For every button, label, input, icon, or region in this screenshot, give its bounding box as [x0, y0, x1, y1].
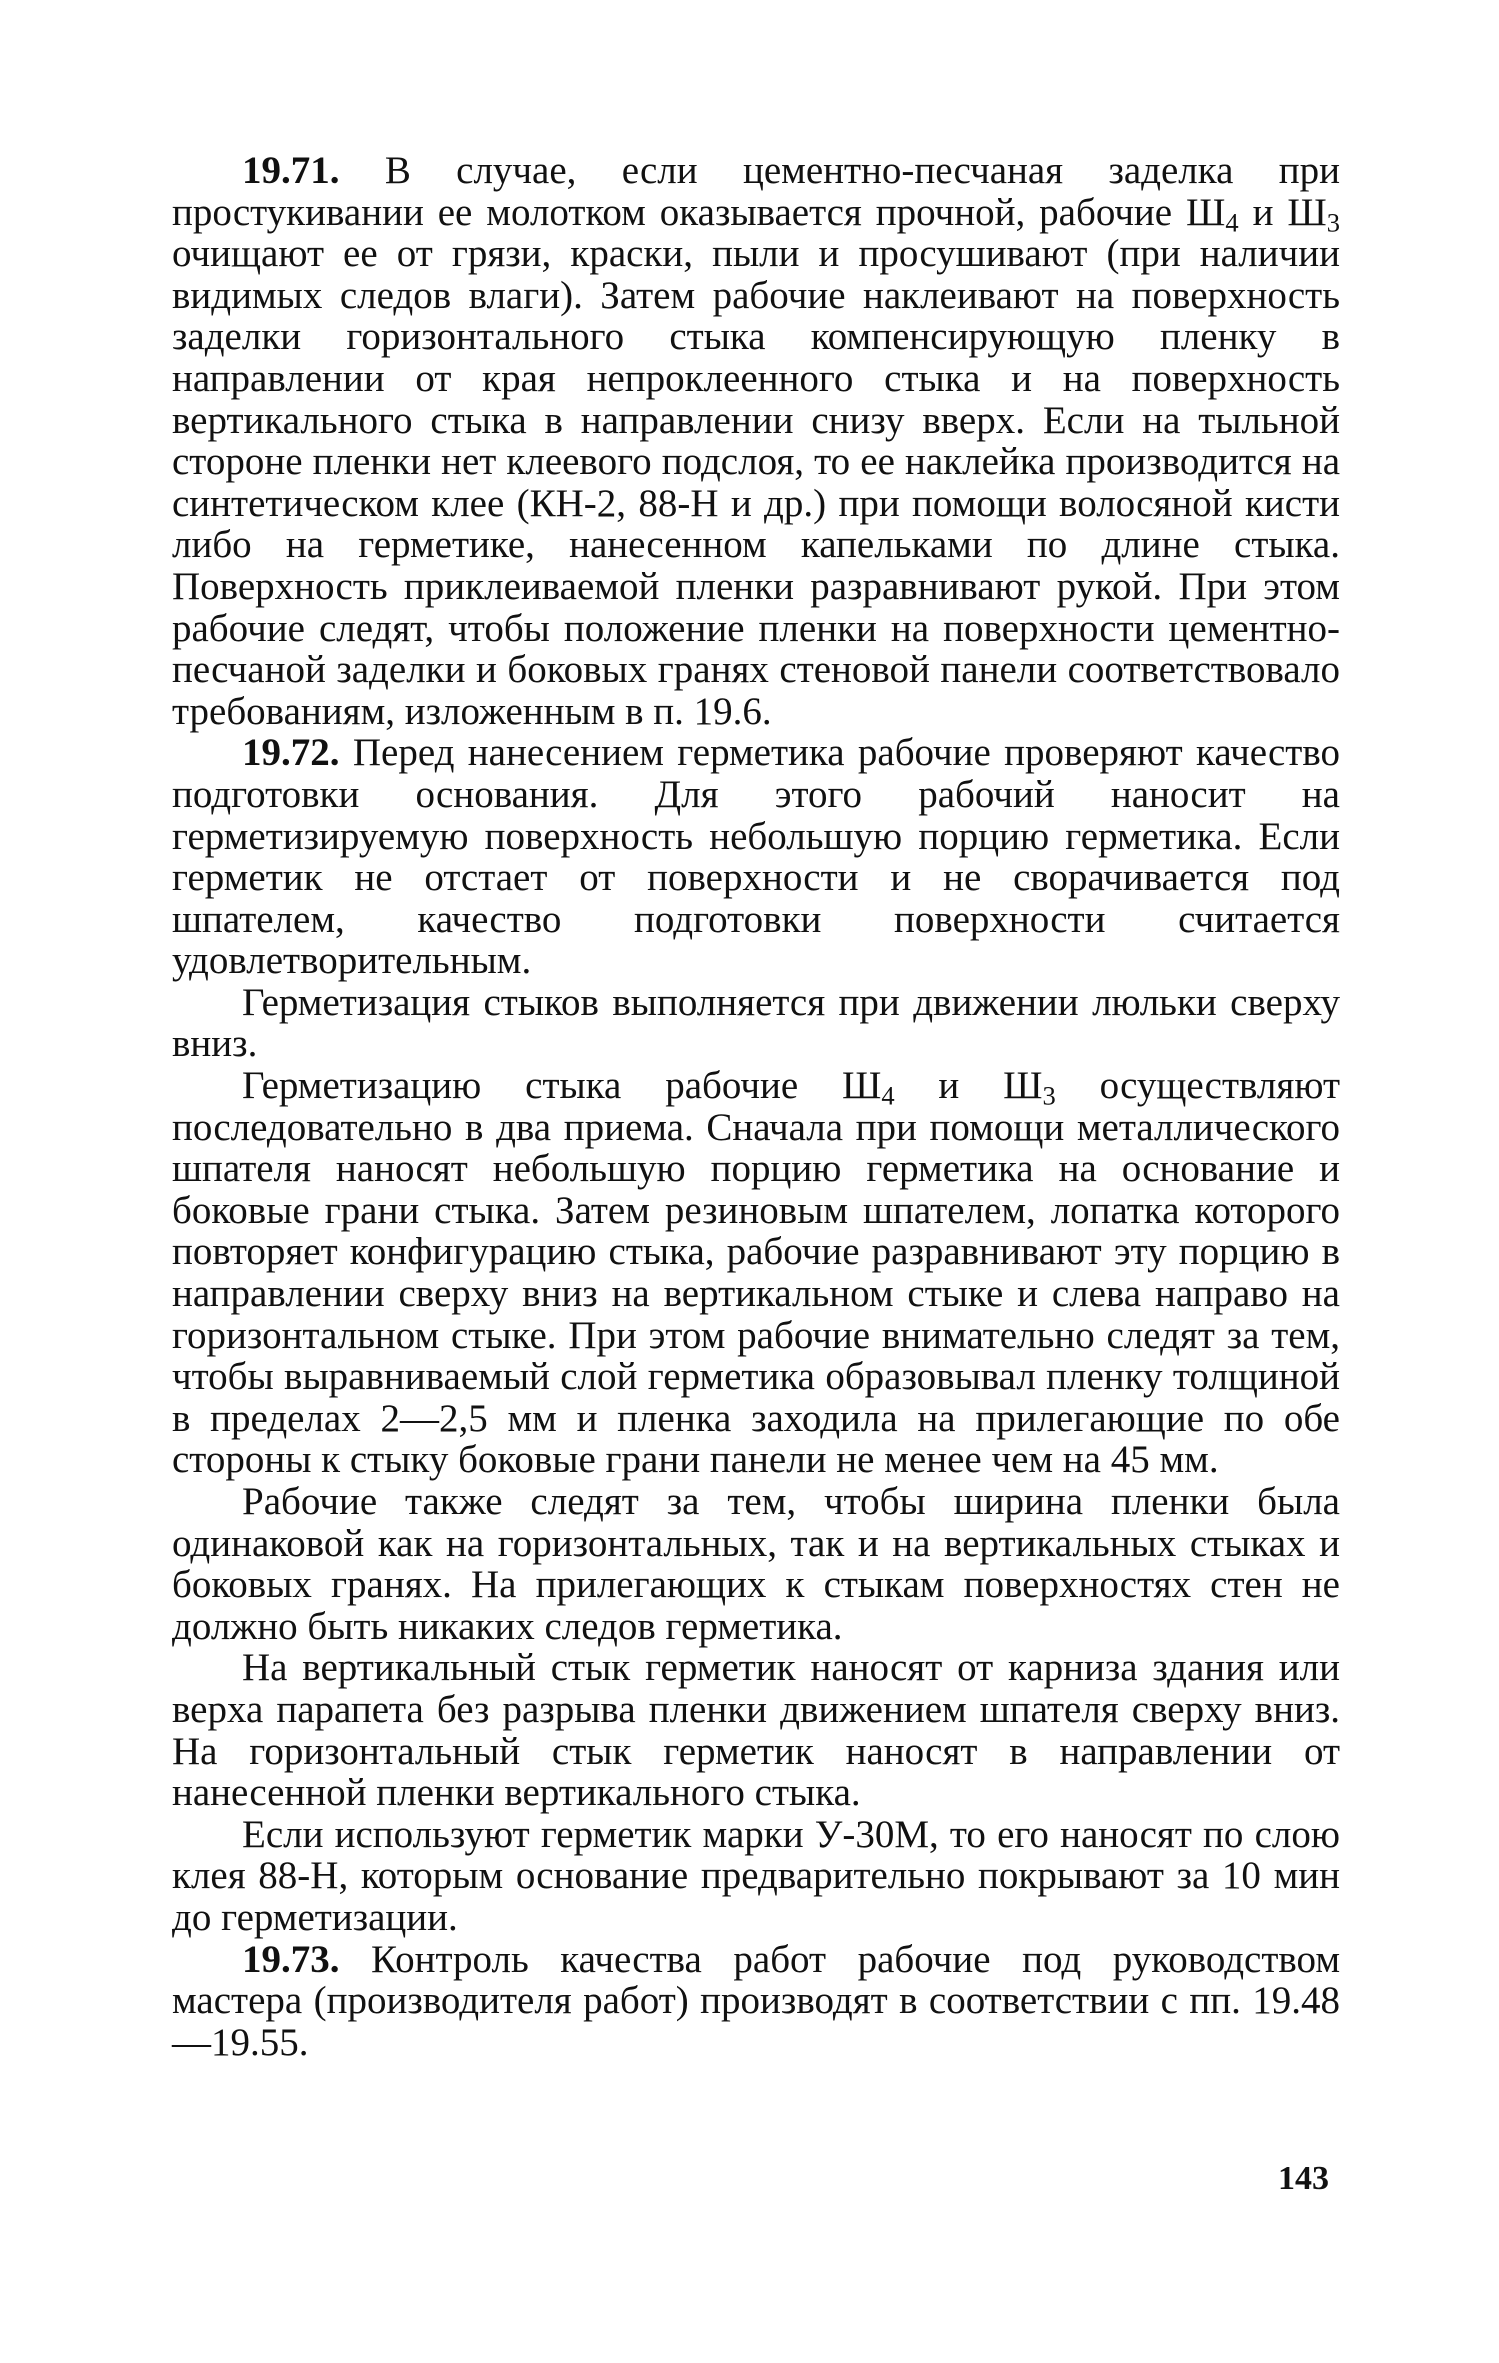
- section-number: 19.71.: [242, 149, 340, 192]
- page-body: [172, 150, 1340, 2063]
- paragraph-vertical-joint: На вертикальный стык герметик наносят от карниза здания или верха парапета без разрыва пленки движением шпателя сверху вниз. На горизонтальный стык герметик наносят в направлении от нанесенной пленки вертикального стыка.: [172, 1646, 1340, 1815]
- paragraph-19-72: 19.72. Перед нанесением герметика рабочие проверяют качество подготовки основания. Для этого рабочий наносит на герметизируемую поверхность небольшую порцию герметика. Если герметик не отстает от поверхности и не сворачивается под шпателем, качество подготовки поверхности считается удовлетворительным.: [172, 731, 1340, 983]
- paragraph-film-width: Рабочие также следят за тем, чтобы ширина пленки была одинаковой как на горизонтальных, так и на вертикальных стыках и боковых гранях. На прилегающих к стыкам поверхностях стен не должно быть никаких следов герметика.: [172, 1480, 1340, 1648]
- paragraph-u30m-sealant: Если используют герметик марки У-30М, то его наносят по слою клея 88-Н, которым основание предварительно покрывают за 10 мин до герметизации.: [172, 1812, 1340, 1939]
- section-number: 19.73.: [242, 1937, 340, 1981]
- paragraph-sealing-direction: Герметизация стыков выполняется при движении люльки сверху вниз.: [172, 980, 1340, 1066]
- paragraph-sealing-procedure: Герметизацию стыка рабочие $Ш_4$ и $Ш_3$ осуществляют последовательно в два приема. Сначала при помощи металлического шпателя наносят небольшую порцию герметика на основание и боковые грани стыка. Затем резиновым шпателем, лопатка которого повторяет конфигурацию стыка, рабочие разравнивают эту порцию в направлении сверху вниз на вертикальном стыке и слева направо на горизонтальном стыке. При этом рабочие внимательно следят за тем, чтобы выравниваемый слой герметика образовывал пленку толщиной в пределах 2—2,5 мм и пленка заходила на прилегающие по обе стороны к стыку боковые грани панели не менее чем на 45 мм.: [172, 1064, 1341, 1482]
- paragraph-19-73: 19.73. Контроль качества работ рабочие под руководством мастера (производителя работ) производят в соответствии с пп. 19.48—19.55.: [172, 1937, 1340, 2064]
- page-number: 143: [1278, 2160, 1329, 2197]
- paragraph-19-71: 19.71. В случае, если цементно-песчаная заделка при простукивании ее молотком оказывается прочной, рабочие $Ш_4$ и $Ш_3$ очищают ее от грязи, краски, пыли и просушивают (при наличии видимых следов влаги). Затем рабочие наклеивают на поверхность заделки горизонтального стыка компенсирующую пленку в направлении от края непроклеенного стыка и на поверхность вертикального стыка в направлении снизу вверх. Если на тыльной стороне пленки нет клеевого подслоя, то ее наклейка производится на синтетическом клее (КН-2, 88-Н и др.) при помощи волосяной кисти либо на герметике, нанесенном капельками по длине стыка. Поверхность приклеиваемой пленки разравнивают рукой. При этом рабочие следят, чтобы положение пленки на поверхности цементно-песчаной заделки и боковых гранях стеновой панели соответствовало требованиям, изложенным в п. 19.6.: [172, 149, 1340, 733]
- section-number: 19.72.: [242, 731, 340, 775]
